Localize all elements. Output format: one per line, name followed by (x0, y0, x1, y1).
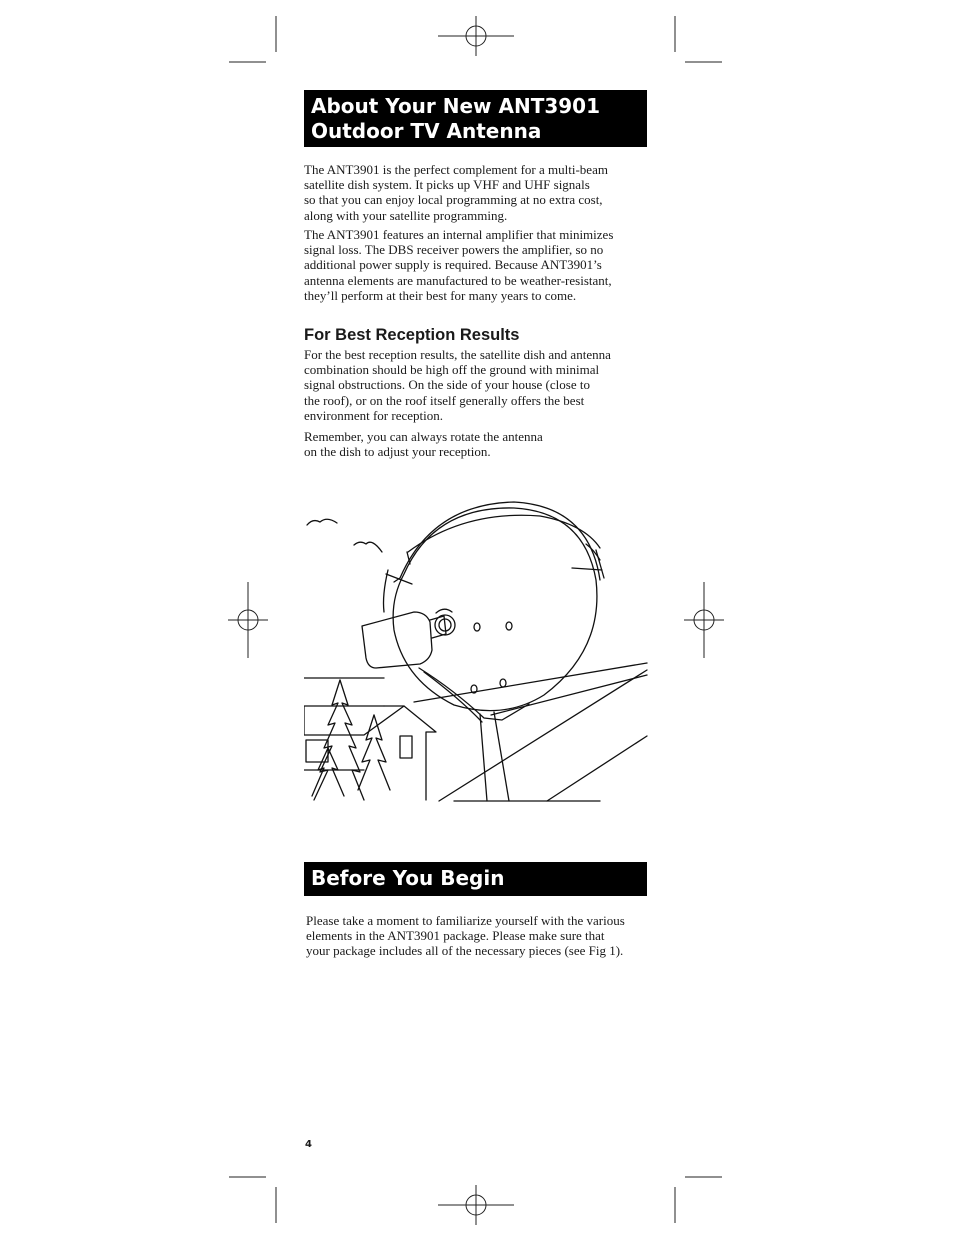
before-paragraph (306, 913, 651, 959)
text-line: combination should be high off the ground with minimal (304, 362, 600, 378)
reception-paragraph-2 (304, 429, 649, 459)
section-header-about (304, 90, 647, 147)
bird-icon (354, 542, 382, 552)
reception-heading: For Best Reception Results (304, 326, 520, 344)
reception-paragraph-1 (304, 347, 649, 423)
text-line: your package includes all of the necessary pieces (see Fig 1). (306, 943, 624, 959)
bird-icon (307, 519, 337, 525)
antenna-loop (384, 570, 389, 612)
registration-mark-bottom (438, 1185, 514, 1225)
section-title-line: Outdoor TV Antenna (311, 119, 542, 143)
text-line: The ANT3901 features an internal amplifier that minimizes (304, 227, 614, 242)
text-line: signal obstructions. On the side of your house (close to (304, 377, 590, 393)
text-line: Please take a moment to familiarize yourself with the various (306, 913, 625, 928)
mount-pole (419, 668, 529, 801)
text-line: elements in the ANT3901 package. Please make sure that (306, 928, 605, 944)
text-line: signal loss. The DBS receiver powers the amplifier, so no (304, 242, 604, 258)
text-line: on the dish to adjust your reception. (304, 444, 491, 460)
about-paragraph-2 (304, 227, 649, 303)
section-header-before (304, 862, 647, 896)
text-line: The ANT3901 is the perfect complement for a multi-beam (304, 162, 608, 177)
lnb-drawing (362, 609, 455, 668)
registration-mark-top (438, 16, 514, 56)
roof-lines (414, 663, 647, 702)
text-line: the roof), or on the roof itself generally offers the best (304, 392, 585, 408)
text-line: antenna elements are manufactured to be weather-resistant, (304, 272, 612, 288)
section-title: Before You Begin (311, 866, 505, 890)
satellite-dish-drawing (384, 502, 605, 711)
satellite-dish-illustration (304, 500, 649, 802)
text-line: satellite dish system. It picks up VHF and UHF signals (304, 177, 590, 193)
text-line: along with your satellite programming. (304, 207, 508, 223)
registration-mark-right (684, 582, 724, 658)
page-number: 4 (305, 1139, 312, 1150)
text-line: so that you can enjoy local programming at no extra cost, (304, 192, 603, 208)
registration-mark-left (228, 582, 268, 658)
section-title-line: About Your New ANT3901 (311, 94, 601, 118)
text-line: additional power supply is required. Because ANT3901’s (304, 257, 602, 273)
about-paragraph-1 (304, 162, 649, 223)
house-drawing (304, 706, 436, 800)
text-line: environment for reception. (304, 407, 443, 423)
text-line: For the best reception results, the satellite dish and antenna (304, 347, 611, 362)
text-line: Remember, you can always rotate the antenna (304, 429, 543, 444)
text-line: they’ll perform at their best for many years to come. (304, 287, 577, 303)
